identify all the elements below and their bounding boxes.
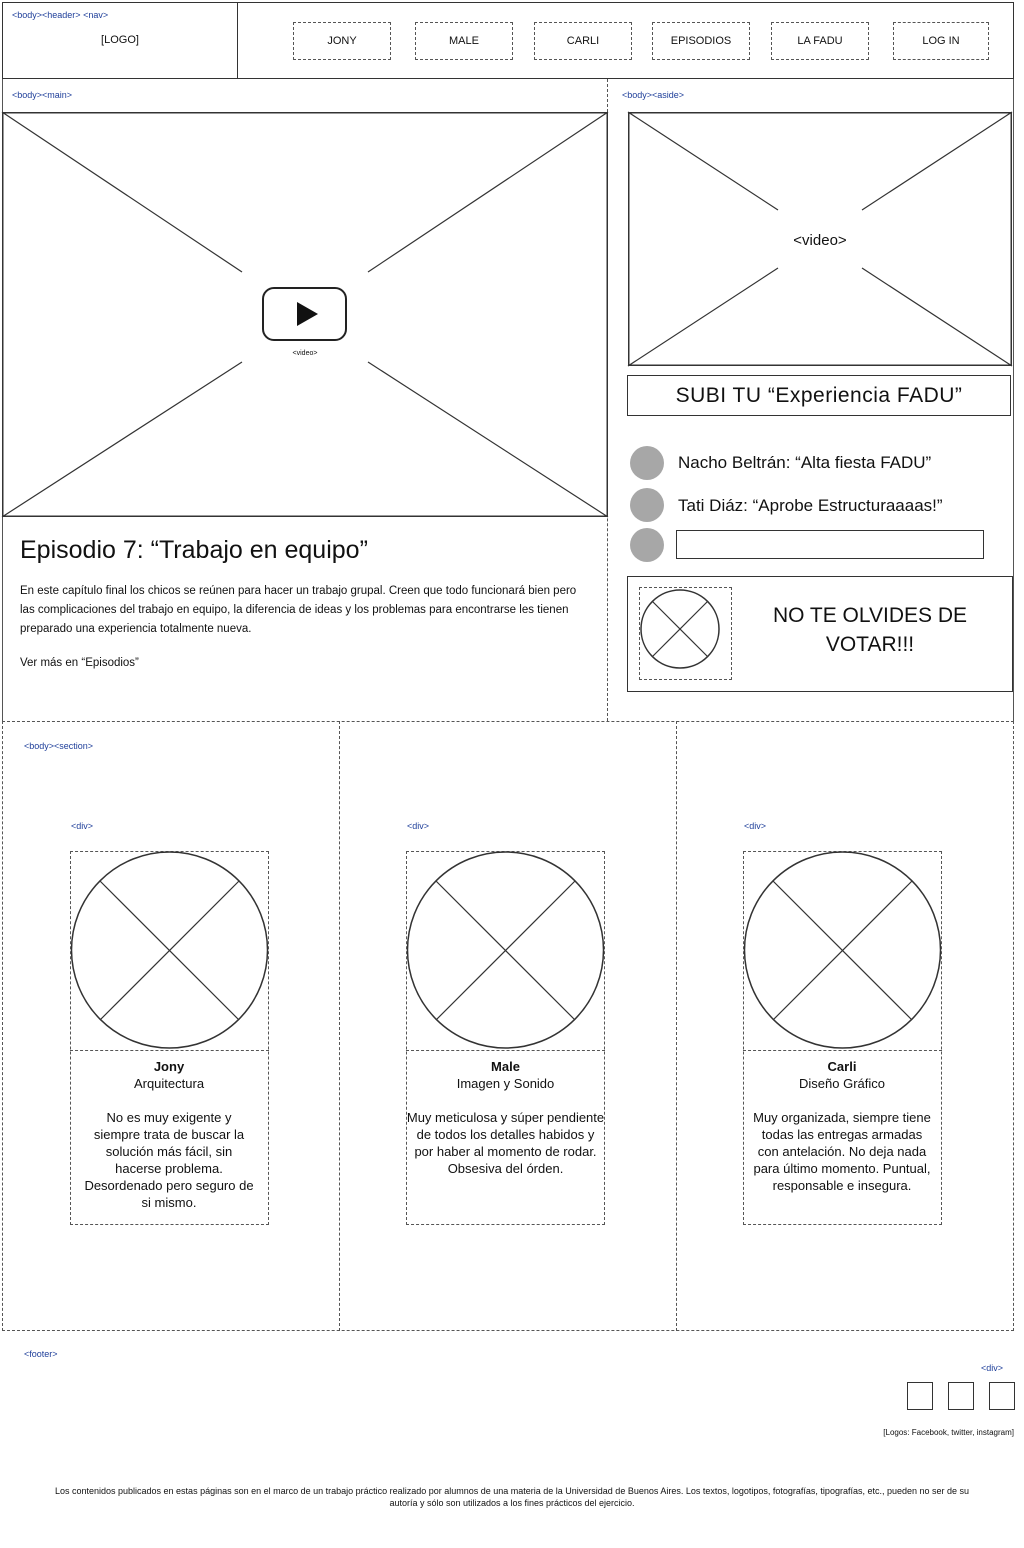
section-column-divider (339, 721, 340, 1331)
section-tag: <body><section> (24, 741, 94, 751)
character-name: Male (491, 1059, 520, 1074)
footer-tag: <footer> (24, 1349, 58, 1359)
character-career: Diseño Gráfico (799, 1076, 885, 1091)
aside-video-label: <video> (793, 232, 847, 249)
character-photo-placeholder (406, 851, 605, 1050)
vote-image-placeholder (640, 589, 720, 669)
character-photo-placeholder (70, 851, 269, 1050)
character-photo-placeholder (743, 851, 942, 1050)
nav-male-button[interactable]: MALE (415, 22, 513, 60)
vote-text: NO TE OLVIDES DE VOTAR!!! (772, 604, 968, 656)
character-info (406, 1058, 605, 1177)
more-episodes-link[interactable]: Ver más en “Episodios” (20, 657, 139, 669)
character-career: Imagen y Sonido (456, 1076, 555, 1091)
footer-div-tag: <div> (981, 1363, 1004, 1373)
avatar (630, 528, 664, 562)
play-icon (262, 287, 347, 341)
twitter-icon[interactable] (948, 1382, 974, 1410)
logo[interactable]: [LOGO] (101, 34, 139, 46)
card-div-tag: <div> (407, 821, 430, 831)
character-bio: Muy meticulosa y súper pendiente de todos los detalles habidos y por haber al momento de rodar. Obsesiva del órden. (406, 1110, 605, 1176)
character-name: Jony (153, 1059, 185, 1074)
play-button[interactable] (262, 287, 347, 341)
avatar (630, 488, 664, 522)
episode-description: En este capítulo final los chicos se reúnen para hacer un trabajo grupal. Creen que todo funcionará bien pero las complicaciones del trabajo en equipo, la diferencia de ideas y los problemas para encontrarse les tienen preparado una experiencia totalmente nueva. (20, 585, 577, 635)
instagram-icon[interactable] (989, 1382, 1015, 1410)
card-div-tag: <div> (744, 821, 767, 831)
facebook-icon[interactable] (907, 1382, 933, 1410)
legal-notice: Los contenidos publicados en estas páginas son en el marco de un trabajo práctico realizado por alumnos de una materia de la Universidad de Buenos Aires. Los textos, logotipos, fotografías, tipografías, etc., pueden no ser de su autoría y sólo son utilizados a los fines prácticos del ejercicio. (54, 1486, 970, 1508)
main-video-label: <video> (292, 350, 318, 357)
comment-input[interactable] (676, 530, 984, 559)
header-divider (237, 3, 238, 78)
character-info (82, 1058, 256, 1211)
episode-title: Episodio 7: “Trabajo en equipo” (20, 536, 368, 564)
character-bio: No es muy exigente y siempre trata de buscar la solución más fácil, sin hacerse problema. Desordenado pero seguro de si mismo. (84, 1110, 254, 1210)
comment-1: Nacho Beltrán: “Alta fiesta FADU” (678, 453, 932, 472)
social-logos-note: [Logos: Facebook, twitter, instagram] (883, 1428, 1014, 1437)
upload-experience-button[interactable]: SUBI TU “Experiencia FADU” (627, 375, 1011, 416)
card-divider (743, 1050, 942, 1051)
header-tag: <body><header> <nav> (12, 10, 109, 20)
comment-2: Tati Diáz: “Aprobe Estructuraaaas!” (678, 496, 943, 515)
nav-lafadu-button[interactable]: LA FADU (771, 22, 869, 60)
card-div-tag: <div> (71, 821, 94, 831)
aside-tag: <body><aside> (622, 90, 685, 100)
character-bio: Muy organizada, siempre tiene todas las entregas armadas con antelación. No deja nada para último momento. Puntual, responsable e insegura. (753, 1110, 931, 1193)
section-column-divider (676, 721, 677, 1331)
character-info (752, 1058, 932, 1194)
main-tag: <body><main> (12, 90, 73, 100)
nav-jony-button[interactable]: JONY (293, 22, 391, 60)
avatar (630, 446, 664, 480)
card-divider (70, 1050, 269, 1051)
card-divider (406, 1050, 605, 1051)
character-career: Arquitectura (133, 1076, 205, 1091)
nav-episodios-button[interactable]: EPISODIOS (652, 22, 750, 60)
nav-login-button[interactable]: LOG IN (893, 22, 989, 60)
nav-carli-button[interactable]: CARLI (534, 22, 632, 60)
character-name: Carli (827, 1059, 857, 1074)
